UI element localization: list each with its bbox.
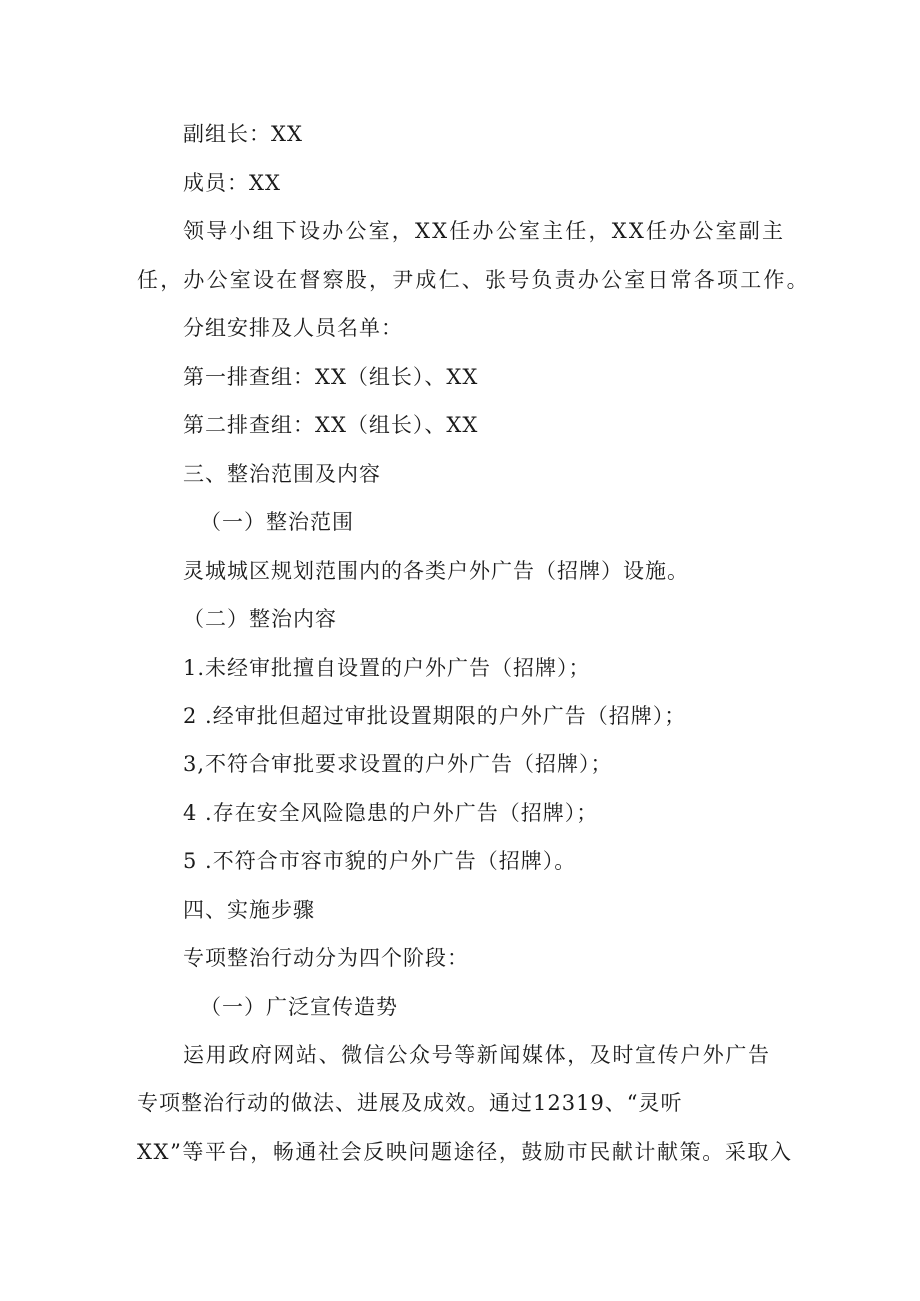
first-inspection-group: 第一排查组：XX（组长）、XX xyxy=(183,365,479,389)
section-four-heading: 四、实施步骤 xyxy=(183,898,315,922)
deputy-leader-line: 副组长：XX xyxy=(183,122,303,146)
content-subheading: （二）整治内容 xyxy=(183,607,337,631)
office-paragraph-line-2: 任，办公室设在督察股，尹成仁、张号负责办公室日常各项工作。 xyxy=(137,268,810,292)
office-paragraph-line-1: 领导小组下设办公室，XX任办公室主任，XX任办公室副主 xyxy=(183,219,786,243)
content-item-5: 5 .不符合市容市貌的户外广告（招牌）。 xyxy=(183,849,577,873)
publicity-subheading: （一）广泛宣传造势 xyxy=(200,995,398,1019)
content-item-1: 1.未经审批擅自设置的户外广告（招牌）； xyxy=(183,656,591,680)
content-item-3: 3,不符合审批要求设置的户外广告（招牌）； xyxy=(183,752,613,776)
scope-paragraph: 灵城城区规划范围内的各类户外广告（招牌）设施。 xyxy=(183,559,689,583)
scope-subheading: （一）整治范围 xyxy=(200,510,354,534)
section-three-heading: 三、整治范围及内容 xyxy=(183,462,381,486)
publicity-paragraph-line-3: XX”等平台，畅通社会反映问题途径，鼓励市民献计献策。采取入 xyxy=(137,1140,793,1164)
publicity-paragraph-line-2: 专项整治行动的做法、进展及成效。通过12319、“灵听 xyxy=(137,1091,683,1115)
group-arrangement-heading: 分组安排及人员名单： xyxy=(183,316,403,340)
stages-intro: 专项整治行动分为四个阶段： xyxy=(183,946,469,970)
publicity-paragraph-line-1: 运用政府网站、微信公众号等新闻媒体，及时宣传户外广告 xyxy=(183,1043,771,1067)
members-line: 成员：XX xyxy=(183,171,281,195)
content-item-2: 2 .经审批但超过审批设置期限的户外广告（招牌）； xyxy=(183,704,687,728)
content-item-4: 4 .存在安全风险隐患的户外广告（招牌）； xyxy=(183,801,599,825)
second-inspection-group: 第二排查组：XX（组长）、XX xyxy=(183,413,479,437)
